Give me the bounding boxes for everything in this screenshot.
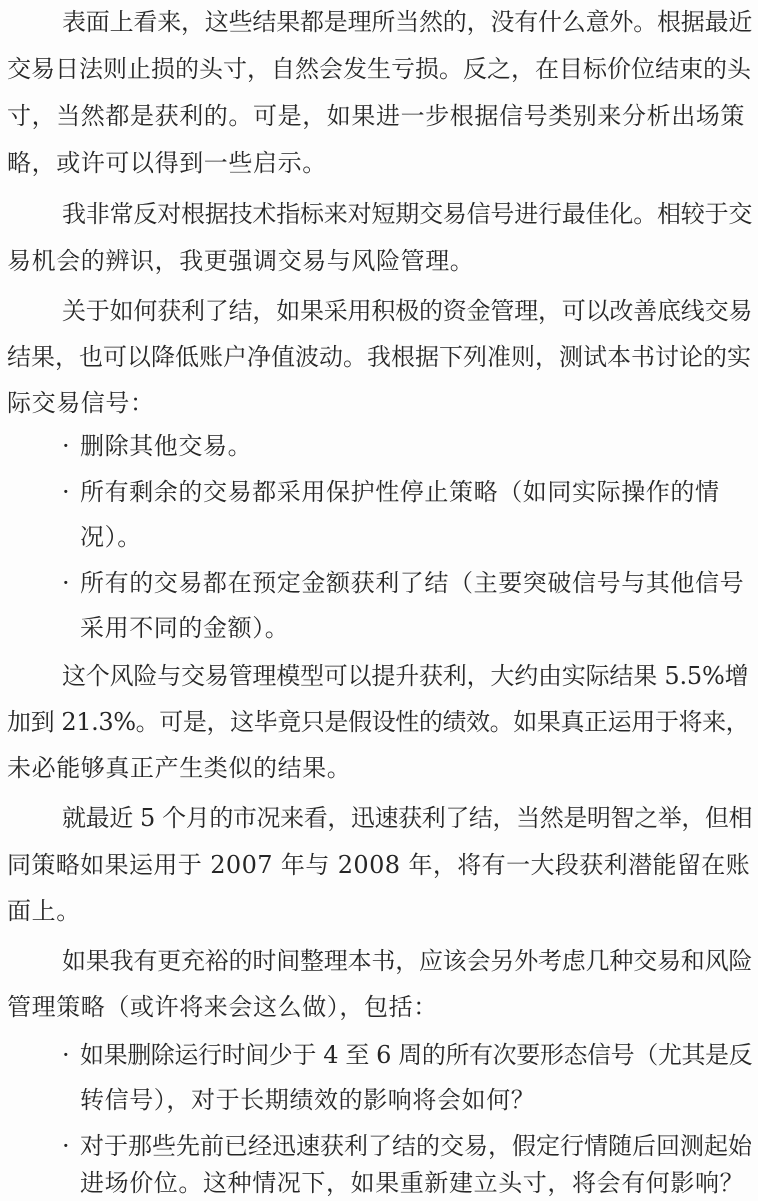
bullet-a1-line-1: 删除其他交易。 [80,432,253,460]
bullet-b2-line-2: 进场价位。这种情况下，如果重新建立头寸，将会有何影响？ [80,1169,745,1197]
bullet-a2-line-2: 况）。 [80,523,142,551]
paragraph-5-line-1: 就最近 5 个月的市况来看，迅速获利了结，当然是明智之举，但相 [62,804,753,832]
paragraph-3-line-3: 际交易信号： [7,389,155,417]
bullet-a3-line-1: 所有的交易都在预定金额获利了结（主要突破信号与其他信号 [80,569,745,597]
paragraph-1-line-1: 表面上看来，这些结果都是理所当然的，没有什么意外。根据最近 [62,8,753,36]
bullet-marker: · [62,1132,70,1160]
paragraph-2-line-2: 易机会的辨识，我更强调交易与风险管理。 [7,247,475,275]
paragraph-3-line-1: 关于如何获利了结，如果采用积极的资金管理，可以改善底线交易 [62,297,753,325]
bullet-marker: · [62,478,70,506]
paragraph-1-line-4: 略，或许可以得到一些启示。 [7,149,327,177]
bullet-marker: · [62,432,70,460]
bullet-b2-line-1: 对于那些先前已经迅速获利了结的交易，假定行情随后回测起始 [80,1132,752,1160]
paragraph-4-line-1: 这个风险与交易管理模型可以提升获利，大约由实际结果 5.5%增 [62,662,749,690]
paragraph-1-line-3: 寸，当然都是获利的。可是，如果进一步根据信号类别来分析出场策 [7,102,745,130]
bullet-marker: · [62,569,70,597]
paragraph-6-line-2: 管理策略（或许将来会这么做），包括： [7,993,438,1021]
bullet-a3-line-2: 采用不同的金额）。 [80,614,290,642]
bullet-marker: · [62,1041,70,1069]
bullet-b1-line-1: 如果删除运行时间少于 4 至 6 周的所有次要形态信号（尤其是反 [80,1041,753,1069]
paragraph-5-line-3: 面上。 [7,897,81,925]
paragraph-6-line-1: 如果我有更充裕的时间整理本书，应该会另外考虑几种交易和风险 [62,947,753,975]
paragraph-4-line-2: 加到 21.3%。可是，这毕竟只是假设性的绩效。如果真正运用于将来， [7,708,750,736]
bullet-a2-line-1: 所有剩余的交易都采用保护性停止策略（如同实际操作的情 [80,478,720,506]
paragraph-5-line-2: 同策略如果运用于 2007 年与 2008 年，将有一大段获利潜能留在账 [7,851,751,879]
paragraph-2-line-1: 我非常反对根据技术指标来对短期交易信号进行最佳化。相较于交 [62,200,753,228]
paragraph-3-line-2: 结果，也可以降低账户净值波动。我根据下列准则，测试本书讨论的实 [7,343,751,371]
bullet-b1-line-2: 转信号），对于长期绩效的影响将会如何？ [80,1086,536,1114]
paragraph-4-line-3: 未必能够真正产生类似的结果。 [7,754,352,782]
paragraph-1-line-2: 交易日法则止损的头寸，自然会发生亏损。反之，在目标价位结束的头 [7,55,751,83]
